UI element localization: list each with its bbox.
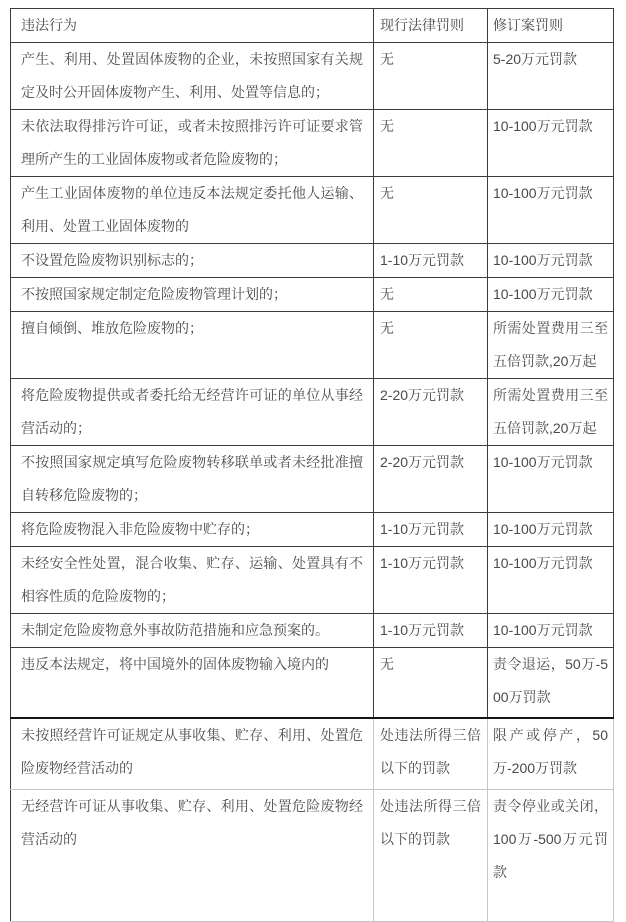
- cell-current-penalty: 无: [374, 648, 488, 718]
- table-row: [11, 547, 614, 614]
- cell-violation: 不按照国家规定制定危险废物管理计划的；: [11, 278, 374, 312]
- cell-revised-penalty: 限产或停产，50万-200万罚款: [488, 718, 614, 790]
- cell-current-penalty: 处违法所得三倍以下的罚款: [374, 718, 488, 790]
- cell-violation: 将危险废物提供或者委托给无经营许可证的单位从事经营活动的；: [11, 379, 374, 446]
- cell-revised-penalty: 10-100万元罚款: [488, 614, 614, 648]
- table-row: [11, 718, 614, 790]
- cell-current-penalty: 无: [374, 177, 488, 244]
- header-row: [11, 9, 614, 43]
- table-row: [11, 312, 614, 379]
- cell-current-penalty: 处违法所得三倍以下的罚款: [374, 790, 488, 922]
- cell-violation: 产生、利用、处置固体废物的企业，未按照国家有关规定及时公开固体废物产生、利用、处置等信息的；: [11, 43, 374, 110]
- table-row: [11, 614, 614, 648]
- cell-revised-penalty: 10-100万元罚款: [488, 177, 614, 244]
- table-row: [11, 446, 614, 513]
- cell-violation: 未制定危险废物意外事故防范措施和应急预案的。: [11, 614, 374, 648]
- table-row: [11, 43, 614, 110]
- cell-current-penalty: 2-20万元罚款: [374, 446, 488, 513]
- cell-current-penalty: 1-10万元罚款: [374, 244, 488, 278]
- table-row: [11, 513, 614, 547]
- cell-current-penalty: 1-10万元罚款: [374, 513, 488, 547]
- cell-violation: 产生工业固体废物的单位违反本法规定委托他人运输、利用、处置工业固体废物的: [11, 177, 374, 244]
- penalty-table: [10, 8, 614, 922]
- table-row: [11, 244, 614, 278]
- cell-violation: 无经营许可证从事收集、贮存、利用、处置危险废物经营活动的: [11, 790, 374, 922]
- cell-revised-penalty: 10-100万元罚款: [488, 547, 614, 614]
- table-row: [11, 379, 614, 446]
- cell-violation: 未经安全性处置，混合收集、贮存、运输、处置具有不相容性质的危险废物的；: [11, 547, 374, 614]
- cell-violation: 将危险废物混入非危险废物中贮存的；: [11, 513, 374, 547]
- cell-revised-penalty: 所需处置费用三至五倍罚款,20万起: [488, 312, 614, 379]
- cell-revised-penalty: 10-100万元罚款: [488, 244, 614, 278]
- table-row: [11, 648, 614, 718]
- cell-current-penalty: 无: [374, 110, 488, 177]
- cell-current-penalty: 无: [374, 43, 488, 110]
- column-header-revised-penalty: 修订案罚则: [488, 9, 614, 43]
- cell-revised-penalty: 责令停业或关闭，100万-500万元罚款: [488, 790, 614, 922]
- cell-revised-penalty: 5-20万元罚款: [488, 43, 614, 110]
- cell-violation: 不设置危险废物识别标志的；: [11, 244, 374, 278]
- cell-revised-penalty: 所需处置费用三至五倍罚款,20万起: [488, 379, 614, 446]
- cell-revised-penalty: 10-100万元罚款: [488, 513, 614, 547]
- cell-violation: 擅自倾倒、堆放危险废物的；: [11, 312, 374, 379]
- cell-revised-penalty: 责令退运，50万-500万罚款: [488, 648, 614, 718]
- cell-violation: 未依法取得排污许可证，或者未按照排污许可证要求管理所产生的工业固体废物或者危险废物的；: [11, 110, 374, 177]
- cell-current-penalty: 无: [374, 312, 488, 379]
- cell-current-penalty: 2-20万元罚款: [374, 379, 488, 446]
- cell-violation: 未按照经营许可证规定从事收集、贮存、利用、处置危险废物经营活动的: [11, 718, 374, 790]
- cell-revised-penalty: 10-100万元罚款: [488, 278, 614, 312]
- table-row: [11, 278, 614, 312]
- cell-revised-penalty: 10-100万元罚款: [488, 446, 614, 513]
- table-row: [11, 790, 614, 922]
- column-header-violation: 违法行为: [11, 9, 374, 43]
- cell-current-penalty: 1-10万元罚款: [374, 614, 488, 648]
- cell-current-penalty: 1-10万元罚款: [374, 547, 488, 614]
- column-header-current-penalty: 现行法律罚则: [374, 9, 488, 43]
- table-row: [11, 177, 614, 244]
- cell-current-penalty: 无: [374, 278, 488, 312]
- cell-revised-penalty: 10-100万元罚款: [488, 110, 614, 177]
- cell-violation: 违反本法规定，将中国境外的固体废物输入境内的: [11, 648, 374, 718]
- table-row: [11, 110, 614, 177]
- cell-violation: 不按照国家规定填写危险废物转移联单或者未经批准擅自转移危险废物的；: [11, 446, 374, 513]
